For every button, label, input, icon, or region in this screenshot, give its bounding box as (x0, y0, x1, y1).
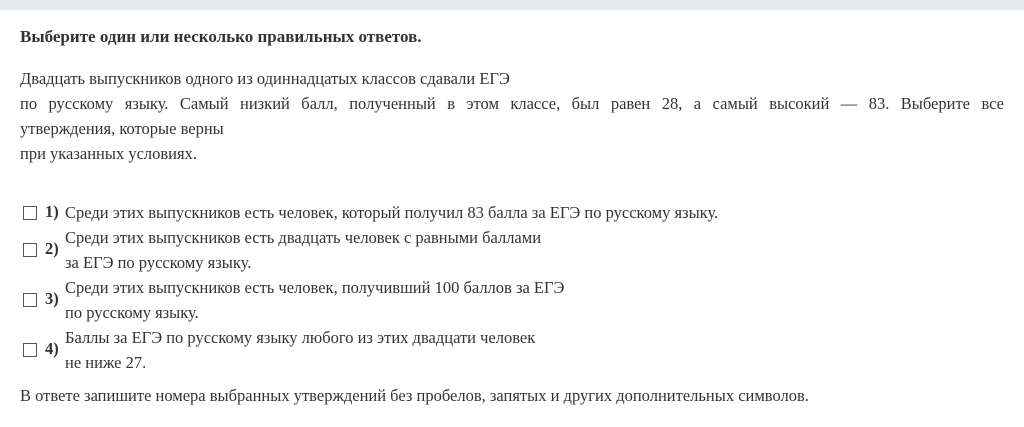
problem-line: утверждения, которые верны (20, 119, 224, 138)
option-number: 1) (45, 202, 59, 221)
option-line: Баллы за ЕГЭ по русскому языку любого из этих двадцати человек (65, 328, 536, 347)
option-text[interactable] (65, 275, 564, 325)
option-text[interactable] (65, 325, 535, 375)
option-4[interactable] (20, 325, 1004, 375)
option-line: не ниже 27. (65, 353, 147, 372)
option-line: Среди этих выпускников есть человек, получивший 100 баллов за ЕГЭ (65, 278, 565, 297)
option-1-checkbox[interactable] (23, 206, 37, 220)
option-2[interactable] (20, 225, 1004, 275)
option-number: 3) (45, 289, 59, 308)
top-bar (0, 0, 1024, 10)
option-line: Среди этих выпускников есть двадцать человек с равными баллами (65, 228, 542, 247)
option-line: Среди этих выпускников есть человек, который получил 83 балла за ЕГЭ по русскому языку. (65, 203, 719, 222)
option-2-checkbox[interactable] (23, 243, 37, 257)
option-4-checkbox[interactable] (23, 343, 37, 357)
option-text[interactable] (65, 200, 718, 225)
problem-line: Двадцать выпускников одного из одиннадцатых классов сдавали ЕГЭ (20, 69, 510, 88)
option-3[interactable] (20, 275, 1004, 325)
answer-instruction: В ответе запишите номера выбранных утверждений без пробелов, запятых и других дополнительных символов. (20, 386, 809, 405)
problem-statement (20, 66, 1004, 166)
option-line: по русскому языку. (65, 303, 199, 322)
option-number: 2) (45, 239, 59, 258)
option-line: за ЕГЭ по русскому языку. (65, 253, 252, 272)
option-number: 4) (45, 339, 59, 358)
problem-line: по русскому языку. Самый низкий балл, полученный в этом классе, был равен 28, а самый высокий — 83. Выберите все (20, 94, 1004, 113)
problem-line: при указанных условиях. (20, 144, 197, 163)
option-1[interactable] (20, 200, 1004, 225)
option-3-checkbox[interactable] (23, 293, 37, 307)
task-instruction: Выберите один или несколько правильных ответов. (20, 27, 422, 46)
option-text[interactable] (65, 225, 541, 275)
